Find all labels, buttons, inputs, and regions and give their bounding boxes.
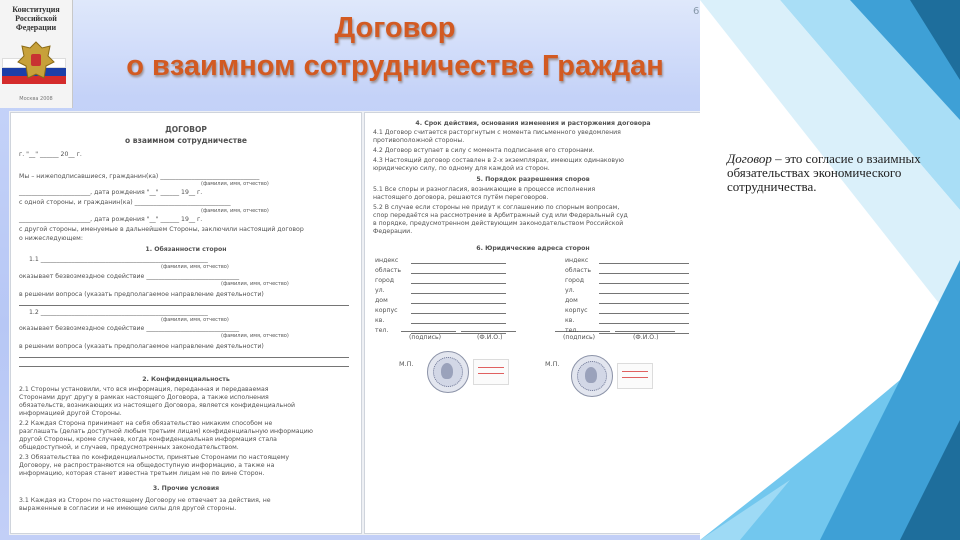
addr-label: тел. (375, 327, 389, 334)
addr-label: дом (565, 297, 578, 304)
addr-rule (411, 273, 506, 274)
signature-label: (подпись) (409, 334, 442, 341)
doc-line: 2.1 Стороны установили, что вся информация, переданная и передаваемая (19, 386, 269, 393)
doc-line: 5.1 Все споры и разногласия, возникающие в процессе исполнения (373, 186, 596, 193)
slide-title-line2: о взаимном сотрудничестве Граждан (126, 50, 664, 82)
doc-line: _______________________, дата рождения "__" ______ 19__ г. (19, 216, 203, 223)
doc-line: в порядке, предусмотренном действующим законодательством Российской (373, 220, 624, 227)
addr-label: кв. (375, 317, 385, 324)
doc-line: юридическую силу, по одному для каждой из сторон. (373, 165, 550, 172)
doc-line: оказывает безвозмездное содействие ______________________________ (19, 325, 240, 332)
signature-rule (555, 331, 610, 332)
doc-line: 4.1 Договор считается расторгнутым с момента письменного уведомления (373, 129, 621, 136)
doc-line: обязательств, возникающих из настоящего Договора, является конфиденциальной (19, 402, 296, 409)
doc-line: о нижеследующем: (19, 235, 83, 242)
addr-rule (599, 283, 689, 284)
doc-line: 1.2 ______________________________________________________ (29, 309, 208, 316)
addr-rule (411, 313, 506, 314)
doc-line: с одной стороны, и гражданин(ка) _______________________________ (19, 199, 231, 206)
signature-rule (461, 331, 516, 332)
addr-rule (599, 313, 689, 314)
book-title: Конституция Российской Федерации (12, 5, 60, 32)
stamp-place-label: М.П. (399, 360, 414, 368)
doc-rule (19, 305, 349, 306)
name-label: (Ф.И.О.) (477, 334, 503, 341)
contract-page-left (10, 112, 362, 534)
addr-rule (599, 303, 689, 304)
doc-line: 3.1 Каждая из Сторон по настоящему Договору не отвечает за действия, не (19, 497, 271, 504)
doc-section-title: 5. Порядок разрешения споров (476, 176, 590, 183)
signature-label: (подпись) (563, 334, 596, 341)
doc-line: 2.3 Обязательства по конфиденциальности, принятые Сторонами по настоящему (19, 454, 290, 461)
addr-rule (411, 263, 506, 264)
doc-rule (19, 366, 349, 367)
addr-label: область (375, 267, 402, 274)
doc-date-line: г. "__" ______ 20__ г. (19, 151, 82, 158)
doc-line: 4.3 Настоящий договор составлен в 2-х экземплярах, имеющих одинаковую (373, 157, 624, 164)
addr-label: индекс (565, 257, 589, 264)
doc-line: 5.2 В случае если стороны не придут к соглашению по спорным вопросам, (373, 204, 620, 211)
addr-rule (599, 273, 689, 274)
doc-section-title: 3. Прочие условия (152, 485, 220, 492)
definition-text (727, 152, 937, 194)
doc-line: 4.2 Договор вступает в силу с момента подписания его сторонами. (373, 147, 595, 154)
doc-section-title: 1. Обязанности сторон (145, 246, 227, 253)
doc-line: общедоступной, и случаев, предусмотренных законодательством. (19, 444, 239, 451)
addr-label: индекс (375, 257, 399, 264)
doc-subheading: о взаимном сотрудничестве (125, 136, 247, 145)
signature-rule (401, 331, 456, 332)
doc-hint: (фамилия, имя, отчество) (221, 281, 289, 287)
doc-line: Федерации. (373, 228, 413, 235)
definition-body: – это согласие о взаимных обязательствах экономического сотрудничества. (727, 151, 921, 194)
addr-label: ул. (565, 287, 575, 294)
addr-rule (599, 323, 689, 324)
official-seal-icon (427, 351, 469, 393)
addr-label: город (565, 277, 585, 284)
addr-label: область (565, 267, 592, 274)
definition-term: Договор (727, 151, 772, 166)
doc-hint: (фамилия, имя, отчество) (161, 317, 229, 323)
doc-line: противоположной стороны. (373, 137, 465, 144)
addr-rule (411, 303, 506, 304)
doc-line: информацией другой Стороны. (19, 410, 122, 417)
addr-label: тел. (565, 327, 579, 334)
doc-hint: (фамилия, имя, отчество) (201, 181, 269, 187)
doc-section-title: 2. Конфиденциальность (142, 376, 230, 383)
doc-hint: (фамилия, имя, отчество) (161, 264, 229, 270)
addr-label: корпус (565, 307, 588, 314)
doc-line: другой Стороны, кроме случаев, когда конфиденциальная информация стала (19, 436, 277, 443)
doc-line: с другой стороны, именуемые в дальнейшем Стороны, заключили настоящий договор (19, 226, 304, 233)
contract-page-right (364, 112, 702, 534)
doc-line: настоящего договора, решаются путём переговоров. (373, 194, 549, 201)
slide-number: 6 (693, 6, 700, 17)
slide-title-line1: Договор (334, 12, 456, 44)
name-label: (Ф.И.О.) (633, 334, 659, 341)
addr-label: кв. (565, 317, 575, 324)
stamp-note (473, 359, 509, 385)
addr-rule (411, 293, 506, 294)
addr-rule (599, 263, 689, 264)
doc-hint: (фамилия, имя, отчество) (221, 333, 289, 339)
addr-label: город (375, 277, 395, 284)
signature-rule (615, 331, 675, 332)
doc-line: информацию, которая станет известна третьим лицам не по вине Сторон. (19, 470, 265, 477)
doc-line: спор передаётся на рассмотрение в Арбитражный суд или Федеральный суд (373, 212, 628, 219)
doc-line: разглашать (делать доступной любым третьим лицам) конфиденциальную информацию (19, 428, 313, 435)
addr-label: дом (375, 297, 388, 304)
doc-line: 2.2 Каждая Сторона принимает на себя обязательство никаким способом не (19, 420, 273, 427)
doc-line: оказывает безвозмездное содействие ______________________________ (19, 273, 240, 280)
addr-label: корпус (375, 307, 398, 314)
book-year: Москва 2008 (19, 96, 53, 102)
addr-rule (599, 293, 689, 294)
doc-heading: ДОГОВОР (165, 125, 207, 134)
addr-rule (411, 323, 506, 324)
stamp-place-label: М.П. (545, 360, 560, 368)
doc-line: _______________________, дата рождения "__" ______ 19__ г. (19, 189, 203, 196)
doc-line: выраженные в согласии и не имеющие силы для другой стороны. (19, 505, 237, 512)
doc-line: в решении вопроса (указать предполагаемое направление деятельности) (19, 343, 264, 350)
addr-rule (411, 283, 506, 284)
doc-rule (19, 357, 349, 358)
decorative-triangles (700, 0, 960, 540)
addr-label: ул. (375, 287, 385, 294)
doc-line: Сторонами друг другу в рамках настоящего Договора, а также исполнения (19, 394, 269, 401)
stamp-note (617, 363, 653, 389)
official-seal-icon (571, 355, 613, 397)
doc-section-title: 6. Юридические адреса сторон (476, 245, 590, 252)
doc-line: 1.1 ______________________________________________________ (29, 256, 208, 263)
doc-line: в решении вопроса (указать предполагаемое направление деятельности) (19, 291, 264, 298)
doc-line: Договору, не распространяются на общедоступную информацию, а также на (19, 462, 275, 469)
doc-section-title: 4. Срок действия, основания изменения и расторжения договора (415, 120, 651, 127)
doc-line: Мы – нижеподписавшиеся, гражданин(ка) ________________________________ (19, 173, 260, 180)
doc-hint: (фамилия, имя, отчество) (201, 208, 269, 214)
